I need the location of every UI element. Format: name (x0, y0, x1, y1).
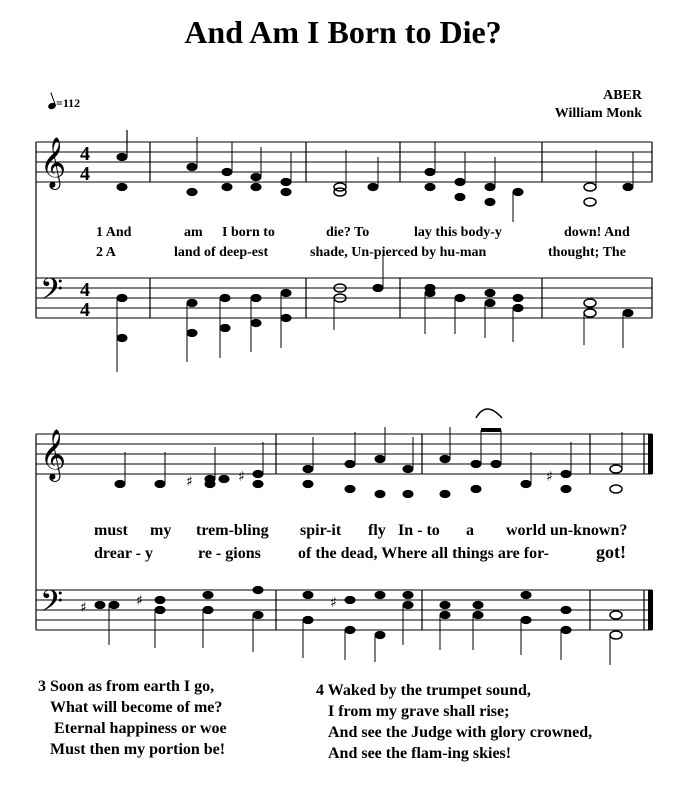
sharp-icon: ♯ (330, 595, 337, 611)
lyric-s2-v1-6: In - to (398, 522, 440, 539)
lyric-s2-v1-1: must (94, 522, 128, 539)
treble-notes-2 (115, 409, 622, 498)
treble-notes-1 (117, 130, 633, 222)
bass-notes-1 (117, 256, 633, 372)
lyric-s2-v1-2: my (150, 522, 172, 539)
sharp-icon: ♯ (186, 474, 193, 490)
lyric-s1-v1-1: 1 And (96, 225, 132, 240)
hymn-title: And Am I Born to Die? (184, 14, 502, 50)
lyric-s2-v1-5: fly (368, 522, 386, 539)
lyric-s2-v1-7: a (466, 522, 474, 539)
bass-staff-2 (36, 590, 652, 630)
tempo-value: =112 (56, 96, 81, 110)
lyric-s1-v1-6: down! And (564, 225, 630, 240)
verse-4-line-4: And see the flam-ing skies! (328, 745, 512, 762)
lyric-s2-v1-4: spir-it (300, 522, 342, 539)
sharp-icon: ♯ (238, 469, 245, 485)
bass-clef-icon: 𝄢 (40, 273, 64, 314)
svg-text:4: 4 (80, 163, 90, 185)
sharp-icon: ♯ (80, 600, 87, 616)
verse-3-line-2: What will become of me? (50, 699, 223, 716)
verse-4-line-3: And see the Judge with glory crowned, (328, 724, 593, 741)
treble-staff-2 (36, 434, 652, 474)
lyric-s2-v2-1: drear - y (94, 545, 153, 562)
treble-clef-icon: 𝄞 (40, 429, 67, 480)
lyric-s1-v2-1: 2 A (96, 245, 116, 260)
lyric-s2-v1-3: trem-bling (196, 522, 269, 539)
svg-text:4: 4 (80, 299, 90, 321)
verse-3-line-4: Must then my portion be! (50, 741, 226, 758)
bass-clef-icon: 𝄢 (40, 585, 64, 626)
sharp-icon: ♯ (136, 593, 143, 609)
svg-text:4: 4 (80, 279, 90, 301)
verse-4-line-1: 4 Waked by the trumpet sound, (316, 682, 531, 699)
verse-4 (316, 680, 592, 764)
slur-icon (476, 409, 502, 418)
lyric-s1-v2-4: thought; The (548, 245, 626, 260)
verse-3 (38, 676, 227, 760)
sharp-icon: ♯ (546, 469, 553, 485)
lyric-s1-v2-3: shade, Un-pierced by hu-man (310, 245, 487, 260)
time-signature-1 (80, 143, 90, 321)
lyric-s2-v2-3: of the dead, Where all things are for- (298, 545, 549, 562)
lyric-s1-v1-2: am (184, 225, 203, 240)
lyric-s1-v2-2: land of deep-est (174, 245, 269, 260)
bass-staff-1 (36, 278, 652, 318)
bass-notes-2 (80, 586, 622, 665)
final-barline (648, 434, 653, 630)
composer-name: William Monk (554, 106, 642, 121)
verse-3-line-3: Eternal happiness or woe (54, 720, 227, 737)
treble-staff-1 (36, 142, 652, 182)
svg-text:4: 4 (80, 143, 90, 165)
verse-3-line-1: 3 Soon as from earth I go, (38, 678, 215, 695)
lyric-s1-v1-4: die? To (326, 225, 370, 240)
treble-clef-icon: 𝄞 (40, 137, 67, 188)
lyric-s1-v1-5: lay this body-y (414, 225, 502, 240)
verse-4-line-2: I from my grave shall rise; (328, 703, 510, 720)
lyric-s2-v2-2: re - gions (198, 545, 261, 562)
lyric-s2-v1-8: world un-known? (506, 522, 628, 539)
lyric-s1-v1-3: I born to (222, 225, 275, 240)
lyric-s2-v2-4: got! (596, 542, 626, 562)
tune-name: ABER (603, 88, 642, 103)
